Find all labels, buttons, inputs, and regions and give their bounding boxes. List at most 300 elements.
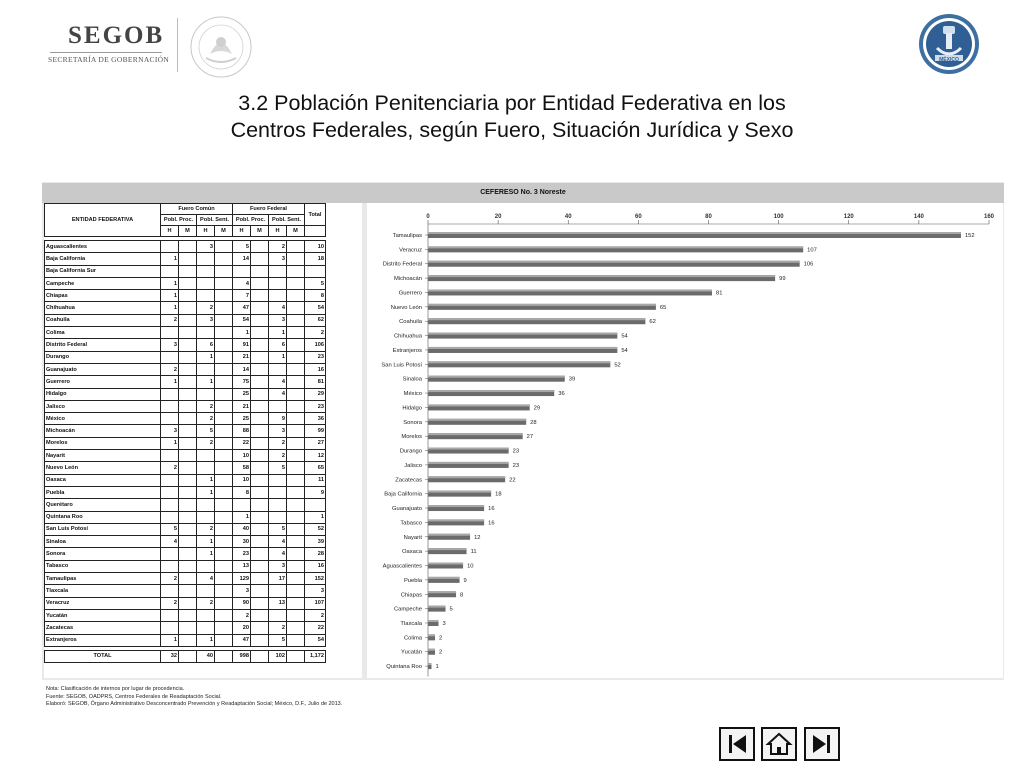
bar-highlight <box>428 519 484 521</box>
cell-c7: 4 <box>269 388 287 400</box>
cell-c7 <box>269 400 287 412</box>
cell-c2 <box>179 523 197 535</box>
entity-name: Puebla <box>45 486 161 498</box>
entity-name: Nuevo León <box>45 462 161 474</box>
panel-title: CEFERESO No. 3 Noreste <box>42 183 1004 203</box>
cell-total: 106 <box>305 339 326 351</box>
cell-total: 2 <box>305 327 326 339</box>
grand-total: 1,172 <box>305 650 326 662</box>
cell-c3 <box>197 462 215 474</box>
cell-c4 <box>215 486 233 498</box>
cell-c7 <box>269 290 287 302</box>
bar-highlight <box>428 476 505 478</box>
cell-c2 <box>179 609 197 621</box>
cell-c2 <box>179 450 197 462</box>
cell-c6 <box>251 241 269 253</box>
cell-total: 3 <box>305 585 326 597</box>
bar-highlight <box>428 606 446 608</box>
cell-c2 <box>179 400 197 412</box>
category-label: Colima <box>403 635 422 642</box>
cell-c3 <box>197 450 215 462</box>
m-header: M <box>251 226 269 237</box>
h-header: H <box>233 226 251 237</box>
cell-c6 <box>251 622 269 634</box>
cell-c2 <box>179 351 197 363</box>
cell-c6 <box>251 277 269 289</box>
data-label: 10 <box>467 563 474 570</box>
category-label: Oaxaca <box>402 549 422 556</box>
cell-c7: 9 <box>269 413 287 425</box>
mexico-label: MÉXICO <box>939 57 959 63</box>
bar-highlight <box>428 433 523 435</box>
cell-c7: 2 <box>269 437 287 449</box>
cell-c3 <box>197 253 215 265</box>
cell-total: 62 <box>305 314 326 326</box>
bar-highlight <box>428 361 610 363</box>
cell-c4 <box>215 560 233 572</box>
cell-c5: 47 <box>233 634 251 646</box>
cell-c4 <box>215 450 233 462</box>
cell-total <box>305 265 326 277</box>
total-label: TOTAL <box>45 650 161 662</box>
page-title <box>0 90 1024 144</box>
cell-c5: 1 <box>233 511 251 523</box>
table-row <box>45 450 326 462</box>
cell-c8 <box>287 511 305 523</box>
data-label: 106 <box>803 261 814 268</box>
cell-c2 <box>179 363 197 375</box>
cell-c4 <box>215 523 233 535</box>
cell-total: 36 <box>305 413 326 425</box>
cell-c8 <box>287 253 305 265</box>
cell-c7 <box>269 499 287 511</box>
cell-c4 <box>215 425 233 437</box>
data-label: 11 <box>470 549 477 556</box>
cell-c4 <box>215 634 233 646</box>
cell-c1 <box>161 388 179 400</box>
segob-subtitle: SECRETARÍA DE GOBERNACIÓN <box>48 55 170 64</box>
cell-c4 <box>215 585 233 597</box>
table-row <box>45 302 326 314</box>
cell-c4 <box>215 302 233 314</box>
x-tick-label: 20 <box>494 214 502 220</box>
table-row <box>45 327 326 339</box>
bar-highlight <box>428 548 467 550</box>
cell-total: 1 <box>305 511 326 523</box>
data-label: 18 <box>495 491 502 498</box>
category-label: Jalisco <box>404 462 422 469</box>
bar-highlight <box>428 620 439 622</box>
table-row <box>45 536 326 548</box>
data-label: 62 <box>649 319 656 326</box>
table-row <box>45 425 326 437</box>
cell-c6 <box>251 523 269 535</box>
cell-total <box>305 499 326 511</box>
cell-c8 <box>287 450 305 462</box>
cell-c4 <box>215 400 233 412</box>
cell-c1: 1 <box>161 437 179 449</box>
fuero-comun-header: Fuero Común <box>161 204 233 215</box>
table-header-row <box>45 204 326 215</box>
category-label: Nuevo León <box>390 304 422 311</box>
cell-c3 <box>197 585 215 597</box>
data-label: 23 <box>512 448 520 455</box>
bar-highlight <box>428 376 565 378</box>
cell-c3: 4 <box>197 573 215 585</box>
cell-c2 <box>179 634 197 646</box>
cell-c6 <box>251 548 269 560</box>
bar-highlight <box>428 634 435 636</box>
cell-c8 <box>287 351 305 363</box>
cell-c4 <box>215 609 233 621</box>
cell-c2 <box>179 339 197 351</box>
cell-c5: 21 <box>233 351 251 363</box>
category-label: Michoacán <box>393 276 422 283</box>
cell-total: 11 <box>305 474 326 486</box>
data-label: 3 <box>442 620 446 627</box>
cell-total: 81 <box>305 376 326 388</box>
category-label: San Luis Potosí <box>381 362 422 369</box>
cell-c5: 20 <box>233 622 251 634</box>
cell-c8 <box>287 302 305 314</box>
category-label: Hidalgo <box>402 405 422 412</box>
bar-highlight <box>428 649 435 651</box>
cell-c6 <box>251 314 269 326</box>
chart-area <box>367 203 1003 678</box>
cell-c4 <box>215 277 233 289</box>
header <box>0 0 1024 90</box>
cell-c4 <box>215 622 233 634</box>
cell-c6 <box>251 351 269 363</box>
cell-c1: 3 <box>161 425 179 437</box>
bar-highlight <box>428 505 484 507</box>
cell-total: 27 <box>305 437 326 449</box>
cell-c5: 23 <box>233 548 251 560</box>
cell-c8 <box>287 363 305 375</box>
cell-total: 2 <box>305 609 326 621</box>
cell-c8 <box>287 437 305 449</box>
table-row <box>45 388 326 400</box>
cell-c6 <box>251 474 269 486</box>
segob-divider <box>50 52 162 53</box>
cell-c1 <box>161 400 179 412</box>
cell-total: 22 <box>305 622 326 634</box>
total-c6 <box>251 650 269 662</box>
entity-name: Hidalgo <box>45 388 161 400</box>
cell-c5: 14 <box>233 253 251 265</box>
data-label: 99 <box>779 276 786 283</box>
cell-c3 <box>197 363 215 375</box>
cell-c8 <box>287 622 305 634</box>
table-row <box>45 585 326 597</box>
bar-highlight <box>428 275 775 277</box>
total-c2 <box>179 650 197 662</box>
cell-total: 16 <box>305 560 326 572</box>
fuero-federal-header: Fuero Federal <box>233 204 305 215</box>
cell-c8 <box>287 314 305 326</box>
cell-c7: 6 <box>269 339 287 351</box>
entity-name: Colima <box>45 327 161 339</box>
bar-highlight <box>428 534 470 536</box>
cell-c7: 13 <box>269 597 287 609</box>
cell-c6 <box>251 400 269 412</box>
entity-name: Querétaro <box>45 499 161 511</box>
category-label: Guerrero <box>398 290 422 297</box>
bar-highlight <box>428 347 617 349</box>
bar-highlight <box>428 577 460 579</box>
cell-total: 8 <box>305 290 326 302</box>
cell-c5: 25 <box>233 413 251 425</box>
data-label: 2 <box>439 649 443 656</box>
cell-c1 <box>161 609 179 621</box>
entity-name: Guerrero <box>45 376 161 388</box>
cell-c1 <box>161 486 179 498</box>
cell-c4 <box>215 265 233 277</box>
cell-c3: 3 <box>197 241 215 253</box>
category-label: Nayarit <box>403 534 422 541</box>
h-header: H <box>197 226 215 237</box>
cell-c8 <box>287 474 305 486</box>
cell-c3: 1 <box>197 548 215 560</box>
cell-c5: 10 <box>233 474 251 486</box>
cell-c3 <box>197 277 215 289</box>
cell-total: 65 <box>305 462 326 474</box>
category-label: Sinaloa <box>402 376 422 383</box>
cell-c8 <box>287 536 305 548</box>
table-row <box>45 486 326 498</box>
cell-c5: 7 <box>233 290 251 302</box>
cell-c8 <box>287 462 305 474</box>
cell-c7: 1 <box>269 327 287 339</box>
entity-name: Tabasco <box>45 560 161 572</box>
cell-c8 <box>287 277 305 289</box>
category-label: Chiapas <box>400 592 422 599</box>
cell-c7: 2 <box>269 450 287 462</box>
cell-c7: 3 <box>269 560 287 572</box>
cell-c1: 2 <box>161 462 179 474</box>
category-label: Campeche <box>393 606 422 613</box>
bar-highlight <box>428 304 656 306</box>
cell-c8 <box>287 413 305 425</box>
table-row <box>45 400 326 412</box>
cell-c3: 5 <box>197 425 215 437</box>
cell-c8 <box>287 585 305 597</box>
cell-c7 <box>269 585 287 597</box>
cell-c7 <box>269 277 287 289</box>
cell-c3 <box>197 622 215 634</box>
cell-c1: 1 <box>161 277 179 289</box>
cell-c4 <box>215 290 233 302</box>
cell-c6 <box>251 634 269 646</box>
data-label: 9 <box>463 577 467 584</box>
cell-c1 <box>161 413 179 425</box>
cell-c3: 2 <box>197 400 215 412</box>
cell-c3: 2 <box>197 597 215 609</box>
cell-total: 152 <box>305 573 326 585</box>
total-c3: 40 <box>197 650 215 662</box>
bar-highlight <box>428 491 491 493</box>
entity-name: Sinaloa <box>45 536 161 548</box>
x-tick-label: 100 <box>773 214 784 220</box>
cell-c2 <box>179 437 197 449</box>
entity-name: Tamaulipas <box>45 573 161 585</box>
cell-c4 <box>215 462 233 474</box>
total-header: Total <box>305 204 326 226</box>
bar-highlight <box>428 462 509 464</box>
bar-highlight <box>428 318 645 320</box>
cell-c5: 14 <box>233 363 251 375</box>
last-slide-button[interactable] <box>804 727 840 761</box>
table-row <box>45 462 326 474</box>
cell-c7: 4 <box>269 536 287 548</box>
cell-c2 <box>179 277 197 289</box>
entity-name: Aguascalientes <box>45 241 161 253</box>
cell-c4 <box>215 437 233 449</box>
cell-c5: 129 <box>233 573 251 585</box>
m-header: M <box>179 226 197 237</box>
cell-total: 12 <box>305 450 326 462</box>
entity-name: Baja California Sur <box>45 265 161 277</box>
entity-name: Extranjeros <box>45 634 161 646</box>
table-row <box>45 573 326 585</box>
cell-c2 <box>179 376 197 388</box>
cell-c2 <box>179 265 197 277</box>
cell-c2 <box>179 511 197 523</box>
cell-c8 <box>287 265 305 277</box>
cell-c8 <box>287 327 305 339</box>
entity-name: Zacatecas <box>45 622 161 634</box>
prepared-by-line: Elaboró: SEGOB, Órgano Administrativo Desconcentrado Prevención y Readaptación Social; México, D.F., Julio de 2013. <box>46 701 343 707</box>
cell-c2 <box>179 302 197 314</box>
x-tick-label: 40 <box>564 214 572 220</box>
cell-c5: 90 <box>233 597 251 609</box>
x-tick-label: 160 <box>983 214 995 220</box>
cell-c7: 3 <box>269 425 287 437</box>
cell-c7: 4 <box>269 376 287 388</box>
table-row <box>45 499 326 511</box>
entity-name: Quintana Roo <box>45 511 161 523</box>
cell-total: 18 <box>305 253 326 265</box>
pobl-proc-header: Pobl. Proc. <box>161 215 197 226</box>
cell-c1: 1 <box>161 376 179 388</box>
cell-c5: 40 <box>233 523 251 535</box>
cell-c2 <box>179 474 197 486</box>
m-header: M <box>215 226 233 237</box>
bar-highlight <box>428 390 554 392</box>
cell-c5: 88 <box>233 425 251 437</box>
cell-c1 <box>161 351 179 363</box>
category-label: Extranjeros <box>392 347 422 354</box>
cell-c7 <box>269 265 287 277</box>
cell-c7 <box>269 511 287 523</box>
cell-c7: 2 <box>269 241 287 253</box>
cell-c1 <box>161 499 179 511</box>
cell-c8 <box>287 290 305 302</box>
cell-c1: 1 <box>161 253 179 265</box>
cell-c5: 58 <box>233 462 251 474</box>
segob-wordmark: SEGOB <box>68 22 165 49</box>
home-button[interactable] <box>761 727 797 761</box>
cell-total: 52 <box>305 523 326 535</box>
cell-c5: 22 <box>233 437 251 449</box>
table-row <box>45 314 326 326</box>
data-label: 12 <box>474 534 481 541</box>
cell-c2 <box>179 462 197 474</box>
table-row <box>45 376 326 388</box>
cell-c2 <box>179 425 197 437</box>
cell-c1 <box>161 474 179 486</box>
entity-name: Chihuahua <box>45 302 161 314</box>
category-label: Veracruz <box>399 247 422 254</box>
cell-c5: 10 <box>233 450 251 462</box>
first-slide-button[interactable] <box>719 727 755 761</box>
table-row <box>45 548 326 560</box>
cell-c6 <box>251 413 269 425</box>
entity-header: ENTIDAD FEDERATIVA <box>45 204 161 237</box>
cell-c3 <box>197 609 215 621</box>
cell-total: 10 <box>305 241 326 253</box>
cell-c1 <box>161 450 179 462</box>
entity-name: Tlaxcala <box>45 585 161 597</box>
table-row <box>45 339 326 351</box>
cell-c4 <box>215 474 233 486</box>
category-label: Aguascalientes <box>382 563 422 570</box>
bar-highlight <box>428 261 800 263</box>
cell-c3 <box>197 388 215 400</box>
table-row <box>45 560 326 572</box>
cell-c5: 8 <box>233 486 251 498</box>
total-c4 <box>215 650 233 662</box>
cell-c8 <box>287 376 305 388</box>
cell-c3: 6 <box>197 339 215 351</box>
cell-c3 <box>197 511 215 523</box>
cell-c6 <box>251 302 269 314</box>
cell-c4 <box>215 241 233 253</box>
title-line-2: Centros Federales, según Fuero, Situación Jurídica y Sexo <box>230 118 794 142</box>
cell-c3: 1 <box>197 351 215 363</box>
total-c8 <box>287 650 305 662</box>
cell-c1 <box>161 511 179 523</box>
cell-c5: 2 <box>233 609 251 621</box>
cell-c7: 5 <box>269 634 287 646</box>
cell-c1 <box>161 265 179 277</box>
bar-chart <box>367 203 1003 678</box>
x-tick-label: 0 <box>426 214 430 220</box>
h-header: H <box>161 226 179 237</box>
cell-c3: 2 <box>197 413 215 425</box>
table-row <box>45 634 326 646</box>
bar-highlight <box>428 663 432 665</box>
cell-c7 <box>269 609 287 621</box>
cell-c4 <box>215 597 233 609</box>
total-c1: 32 <box>161 650 179 662</box>
entity-name: Michoacán <box>45 425 161 437</box>
category-label: Durango <box>399 448 422 455</box>
table-row <box>45 277 326 289</box>
cell-c7: 2 <box>269 622 287 634</box>
home-icon <box>763 729 795 759</box>
cell-c4 <box>215 314 233 326</box>
cell-c8 <box>287 573 305 585</box>
cell-c1: 1 <box>161 302 179 314</box>
cell-c3: 1 <box>197 634 215 646</box>
bar-highlight <box>428 419 526 421</box>
cell-c7: 4 <box>269 548 287 560</box>
cell-c1: 2 <box>161 363 179 375</box>
category-label: Morelos <box>401 434 422 441</box>
cell-c3: 3 <box>197 314 215 326</box>
data-label: 65 <box>659 304 667 311</box>
